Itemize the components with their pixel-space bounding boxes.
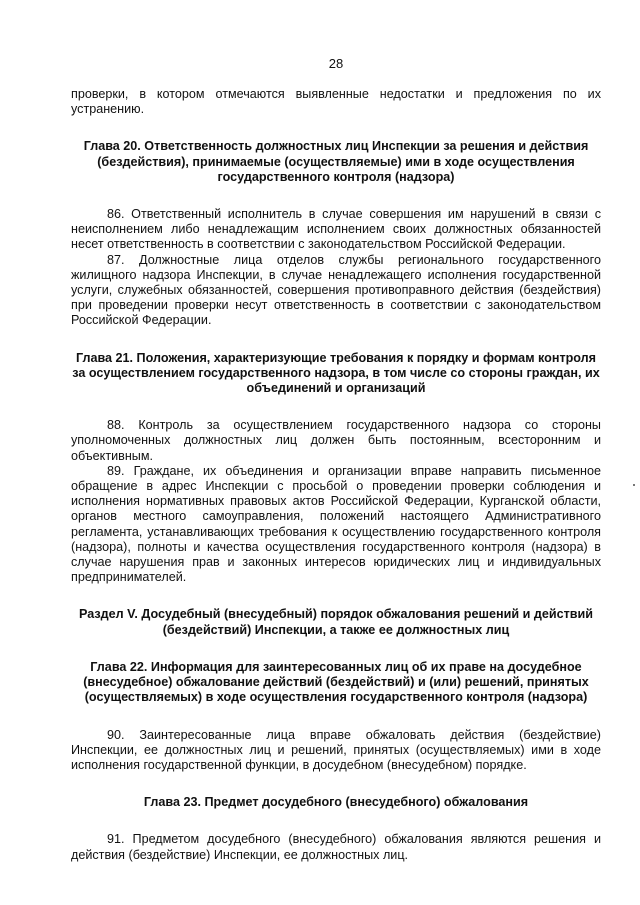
page-number: 28 <box>328 56 344 71</box>
chapter-23-heading: Глава 23. Предмет досудебного (внесудебного) обжалования <box>143 795 529 810</box>
paragraph-86: 86. Ответственный исполнитель в случае совершения им нарушений в связи с неисполнением либо ненадлежащим исполнением своих должностных обязанностей несет ответственность в соответствии с законодательством Российской Федерации. <box>71 207 601 252</box>
chapter-20-heading: Глава 20. Ответственность должностных лиц Инспекции за решения и действия (бездействия), принимаемые (осуществляемые) ими в ходе осуществления государственного контроля (надзора) <box>83 139 589 184</box>
section-5-heading: Раздел V. Досудебный (внесудебный) порядок обжалования решений и действий (бездействий) Инспекции, а также ее должностных лиц <box>79 607 593 637</box>
intro-paragraph: проверки, в котором отмечаются выявленные недостатки и предложения по их устранению. <box>71 87 601 117</box>
paragraph-87: 87. Должностные лица отделов службы регионального государственного жилищного надзора Инспекции, в случае ненадлежащего исполнения государственной услуги, служебных обязанностей, совершения противоправного действия (бездействия) при проведении проверки несут ответственность в соответствии с законодательством Российской Федерации. <box>71 252 601 328</box>
paragraph-88: 88. Контроль за осуществлением государственного надзора со стороны уполномоченных должностных лиц должен быть постоянным, всесторонним и объективным. <box>71 418 601 463</box>
paragraph-90: 90. Заинтересованные лица вправе обжаловать действия (бездействие) Инспекции, ее должностных лиц и решений, принятых (осуществляемых) ими в ходе исполнения государственной функции, в досудебном (внесудебном) порядке. <box>71 727 601 772</box>
document-page <box>71 56 601 863</box>
chapter-21-heading: Глава 21. Положения, характеризующие требования к порядку и формам контроля за осуществлением государственного надзора, в том числе со стороны граждан, их объединений и организаций <box>72 350 600 396</box>
paragraph-89: 89. Граждане, их объединения и организации вправе направить письменное обращение в адрес Инспекции с просьбой о проведении проверки соблюдения и исполнения нормативных правовых актов Российской Федерации, Курганской области, органов местного самоуправления, положений настоящего Административного регламента, устанавливающих требования к осуществлению государственного контроля (надзора), полноты и качества осуществления государственного контроля (надзора) в случае нарушения прав и законных интересов юридических лиц и индивидуальных предпринимателей. <box>71 463 601 585</box>
chapter-22-heading: Глава 22. Информация для заинтересованных лиц об их праве на досудебное (внесудебное) обжалование действий (бездействий) и (или) решений, принятых (осуществляемых) в ходе осуществления государственного контроля (надзора) <box>83 659 589 705</box>
scan-mark <box>633 484 635 486</box>
paragraph-91: 91. Предметом досудебного (внесудебного) обжалования являются решения и действия (бездействие) Инспекции, ее должностных лиц. <box>71 832 601 862</box>
